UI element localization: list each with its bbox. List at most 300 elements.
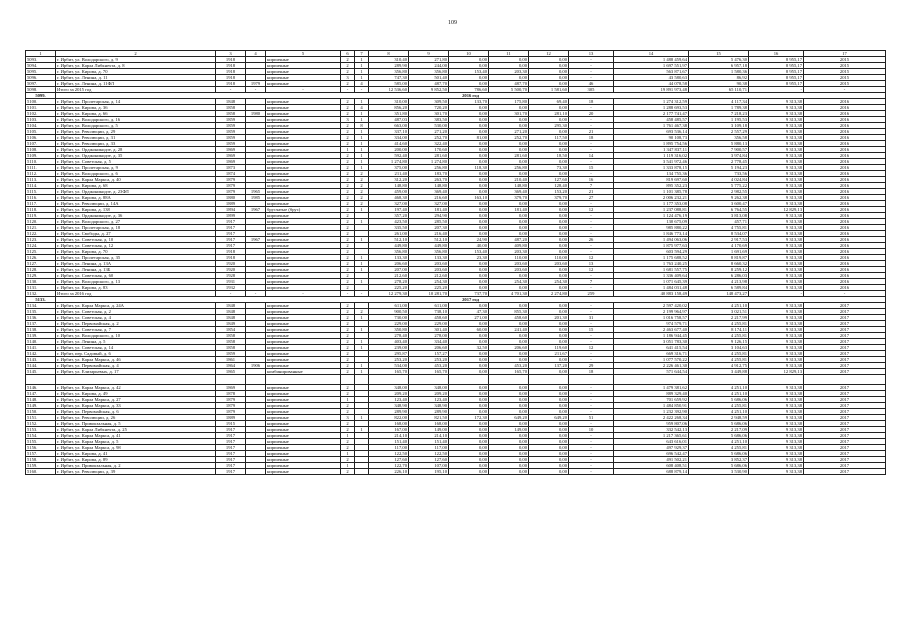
table-cell: 1	[341, 147, 355, 153]
table-cell: 5144.	[26, 363, 56, 369]
table-cell: 5146.	[26, 385, 56, 391]
table-cell: г. Ирбит, ул. Ленина, д. 11ФЛ	[56, 81, 216, 87]
table-cell: 1	[355, 315, 369, 321]
table-cell: 0,00	[529, 159, 569, 165]
table-cell	[569, 375, 614, 385]
table-cell: 281,60	[489, 153, 529, 159]
table-cell: 0,00	[489, 385, 529, 391]
table-cell: 3	[341, 415, 355, 421]
table-cell: 0,00	[449, 409, 489, 415]
table-cell: 0,00	[449, 111, 489, 117]
table-cell: 2	[341, 159, 355, 165]
table-cell: кирпичные	[266, 363, 341, 369]
table-cell: 458,60	[489, 315, 529, 321]
table-cell: 1859	[216, 123, 246, 129]
table-cell: 9 313,38	[749, 309, 804, 315]
table-cell: 20	[569, 111, 614, 117]
table-cell: 1879	[216, 183, 246, 189]
table-cell: 12 536,60	[369, 87, 409, 93]
table-cell: 1878	[216, 391, 246, 397]
table-cell: 212,60	[369, 273, 409, 279]
table-cell: 1932	[216, 285, 246, 291]
table-cell: 0,00	[489, 201, 529, 207]
table-cell: 9 313,38	[749, 243, 804, 249]
table-cell: 271,20	[409, 129, 449, 135]
table-cell: 5 686,06	[689, 433, 749, 439]
year-section-title: 2016 год	[56, 93, 886, 99]
table-cell: 1	[355, 117, 369, 123]
table-cell: кирпичные	[266, 231, 341, 237]
table-cell: 9 313,38	[749, 403, 804, 409]
table-cell: г. Ирбит, ул. Карла Маркса, д. 27	[56, 397, 216, 403]
table-cell: -	[569, 463, 614, 469]
table-cell: 2 422 268,34	[614, 415, 689, 421]
table-cell: 688 879,14	[614, 469, 689, 475]
table-cell: 5134.	[26, 303, 56, 309]
table-cell: 2017	[804, 445, 886, 451]
table-cell	[355, 375, 369, 385]
table-cell: 1879	[216, 403, 246, 409]
table-cell: 2017	[804, 303, 886, 309]
table-cell: 1854	[216, 327, 246, 333]
table-cell: г. Ирбит, ул. Карла Маркса, д. 24А	[56, 303, 216, 309]
table-cell: 9 313,38	[749, 333, 804, 339]
table-cell: 5093.	[26, 57, 56, 63]
table-cell: кирпичные	[266, 153, 341, 159]
table-cell: 1 195,53	[689, 117, 749, 123]
table-cell: -	[569, 249, 614, 255]
table-cell: 0,00	[489, 339, 529, 345]
table-cell: 5 686,06	[689, 421, 749, 427]
table-cell: г. Ирбит, ул. Елизарьевых, д. 17	[56, 369, 216, 375]
table-cell: 1 124 476,19	[614, 213, 689, 219]
table-cell: 4 251,10	[689, 439, 749, 445]
table-cell: -	[355, 87, 369, 93]
table-cell: г. Ирбит, ул. Свободы, д. 27	[56, 231, 216, 237]
table-cell: 5 686,06	[689, 451, 749, 457]
table-cell: 0,00	[529, 273, 569, 279]
table-cell: 12	[569, 255, 614, 261]
table-cell: 7	[569, 183, 614, 189]
table-cell: 3 109,18	[689, 123, 749, 129]
table-cell: Итого за 2015 год	[56, 87, 216, 93]
table-cell: 8	[355, 123, 369, 129]
table-cell: 2	[341, 363, 355, 369]
table-cell: кирпичные	[266, 333, 341, 339]
table-cell: г. Ирбит, ул. Революции, д. 26	[56, 415, 216, 421]
table-cell: 1	[355, 279, 369, 285]
table-cell: 3 449,88	[689, 369, 749, 375]
table-cell: 348,90	[369, 403, 409, 409]
table-cell: 0,00	[529, 75, 569, 81]
table-cell: г. Ирбит, ул. Кирова, д. 66	[56, 111, 216, 117]
table-cell: 5143.	[26, 357, 56, 363]
table-cell: 23,30	[449, 255, 489, 261]
table-cell: 151,40	[369, 439, 409, 445]
table-cell: -	[569, 141, 614, 147]
table-cell: 5127.	[26, 261, 56, 267]
table-cell: 229,00	[409, 321, 449, 327]
table-cell: 2 982,55	[689, 189, 749, 195]
table-cell: 2017	[804, 403, 886, 409]
table-cell: 0,00	[529, 231, 569, 237]
table-cell: 9 313,38	[749, 255, 804, 261]
table-cell: 0,00	[449, 183, 489, 189]
table-cell: 4 251,10	[689, 391, 749, 397]
table-cell: 369,40	[409, 189, 449, 195]
table-cell: 122,50	[369, 451, 409, 457]
table-cell: 310,40	[369, 57, 409, 63]
table-cell: 0,00	[489, 213, 529, 219]
table-cell: 786,60	[449, 87, 489, 93]
table-cell: 9 313,38	[749, 165, 804, 171]
table-cell: 0,00	[529, 219, 569, 225]
table-cell: 2017	[804, 309, 886, 315]
table-cell: 9 313,38	[749, 183, 804, 189]
table-cell: 337,10	[369, 129, 409, 135]
table-cell: 212,60	[409, 273, 449, 279]
table-cell: 9 313,38	[749, 285, 804, 291]
table-cell: 8 955,17	[749, 63, 804, 69]
table-cell: кирпичные	[266, 99, 341, 105]
table-cell: 5102.	[26, 111, 56, 117]
table-cell: 0,00	[529, 457, 569, 463]
table-cell: 1	[355, 369, 369, 375]
table-cell: 1865	[216, 369, 246, 375]
table-cell: кирпичные	[266, 75, 341, 81]
table-cell: 0,00	[449, 123, 489, 129]
table-cell: 2	[355, 195, 369, 201]
table-cell: 5139.	[26, 333, 56, 339]
table-cell: 4 024,84	[689, 177, 749, 183]
table-cell: 2	[355, 177, 369, 183]
table-cell: 214,10	[369, 433, 409, 439]
table-cell: 9 313,38	[749, 439, 804, 445]
table-cell: г. Ирбит, ул. Ленина, д. 11	[56, 75, 216, 81]
table-cell: 4 170,69	[689, 243, 749, 249]
table-cell: 1	[355, 327, 369, 333]
table-cell: 900,50	[369, 309, 409, 315]
table-cell: кирпичные	[266, 117, 341, 123]
table-cell: 2016	[804, 285, 886, 291]
table-cell: 2	[341, 469, 355, 475]
table-cell: 0,00	[489, 159, 529, 165]
table-cell: г. Ирбит, ул. Советская, д. 7	[56, 327, 216, 333]
table-cell: 2	[341, 357, 355, 363]
table-cell: 0,00	[449, 189, 489, 195]
table-cell: 9 313,38	[749, 117, 804, 123]
table-cell: 643 616,01	[614, 439, 689, 445]
table-cell: 0,00	[529, 433, 569, 439]
table-cell: 1848	[216, 309, 246, 315]
table-cell: 1848	[216, 99, 246, 105]
table-cell: 1849	[216, 321, 246, 327]
table-cell: -	[355, 291, 369, 297]
table-cell: 133,30	[369, 255, 409, 261]
table-cell: 733,56	[689, 171, 749, 177]
table-cell: 16	[569, 177, 614, 183]
table-cell: г. Ирбит, ул. Революции, д. 31	[56, 135, 216, 141]
table-cell: кирпичные	[266, 357, 341, 363]
table-cell: 134 755,36	[614, 171, 689, 177]
table-cell: 0,00	[449, 261, 489, 267]
table-cell: 0,00	[449, 225, 489, 231]
table-cell: г. Ирбит, ул. Первомайская, д. 2	[56, 321, 216, 327]
table-cell: 1920	[216, 261, 246, 267]
table-cell: 409,80	[489, 243, 529, 249]
table-cell: 1 488 459,64	[614, 57, 689, 63]
table-cell: 2 463 677,40	[614, 327, 689, 333]
table-cell: 383,50	[409, 117, 449, 123]
table-cell: 1920	[216, 267, 246, 273]
table-cell: 0,00	[449, 171, 489, 177]
table-cell: 2	[341, 243, 355, 249]
table-cell: кирпичные	[266, 177, 341, 183]
table-cell: -	[216, 87, 246, 93]
table-cell: -	[569, 391, 614, 397]
table-cell: 252,70	[409, 135, 449, 141]
table-cell: 1874	[216, 171, 246, 177]
table-cell: 530,00	[409, 123, 449, 129]
table-cell: 1	[355, 69, 369, 75]
table-cell: 2	[341, 439, 355, 445]
table-cell: 4 251,10	[689, 409, 749, 415]
table-cell: 0,00	[449, 285, 489, 291]
table-cell: 350,80	[369, 327, 409, 333]
table-cell: 170,60	[409, 147, 449, 153]
table-cell: 2017	[804, 385, 886, 391]
table-cell: 310,00	[369, 99, 409, 105]
table-cell: 2017	[804, 421, 886, 427]
table-cell: 0,00	[529, 321, 569, 327]
table-cell: 0,00	[489, 285, 529, 291]
table-cell: 512,10	[369, 237, 409, 243]
table-cell: 501,40	[409, 75, 449, 81]
table-cell: 1 119 316,02	[614, 153, 689, 159]
table-cell: кирпичные	[266, 201, 341, 207]
table-cell: 1 347 837,11	[614, 147, 689, 153]
table-cell: 8 660,32	[689, 261, 749, 267]
table-cell: 1917	[216, 445, 246, 451]
table-cell: г. Ирбит, ул. Революции, д. 14А	[56, 201, 216, 207]
table-cell: 5125.	[26, 249, 56, 255]
table-cell: 8 174,11	[689, 327, 749, 333]
table-cell: -	[569, 469, 614, 475]
table-cell: кирпичные	[266, 165, 341, 171]
table-cell: 151,40	[409, 439, 449, 445]
table-cell: 5140.	[26, 339, 56, 345]
table-cell: 2017	[804, 427, 886, 433]
table-cell: 214,10	[409, 433, 449, 439]
table-cell: 9 313,38	[749, 123, 804, 129]
table-cell: 1	[355, 427, 369, 433]
table-cell: 334,40	[409, 339, 449, 345]
table-cell: 0,00	[529, 469, 569, 475]
table-cell: 0,00	[489, 171, 529, 177]
table-cell: 0,00	[529, 427, 569, 433]
table-cell: -	[569, 105, 614, 111]
table-cell: 2	[341, 267, 355, 273]
table-cell: 0,00	[449, 117, 489, 123]
table-cell: 9 313,38	[749, 427, 804, 433]
table-cell: 0,00	[449, 397, 489, 403]
table-cell: 5152.	[26, 421, 56, 427]
table-cell: 2016	[804, 171, 886, 177]
table-cell: 15	[569, 165, 614, 171]
table-cell: 210,40	[489, 177, 529, 183]
table-cell: 225,20	[409, 285, 449, 291]
table-cell: 2	[355, 201, 369, 207]
table-cell: 2 597 420,02	[614, 303, 689, 309]
table-cell: 0,00	[529, 369, 569, 375]
table-cell: 5 686,06	[689, 397, 749, 403]
table-cell: 0,00	[529, 267, 569, 273]
table-cell: 1	[355, 237, 369, 243]
table-cell: кирпичные	[266, 397, 341, 403]
table-cell: 414,60	[369, 141, 409, 147]
table-cell: 216,60	[409, 195, 449, 201]
table-cell: кирпичные	[266, 81, 341, 87]
table-cell: 669 316,71	[614, 351, 689, 357]
table-cell: 1979	[246, 81, 266, 87]
table-cell: 1	[341, 433, 355, 439]
table-cell: 8 955,17	[749, 57, 804, 63]
table-cell: 9 313,38	[749, 267, 804, 273]
table-cell: г. Ирбит, ул. Карла Либкнехта, д. 25	[56, 427, 216, 433]
table-cell: 2	[341, 123, 355, 129]
table-cell: 7	[569, 279, 614, 285]
table-cell: 9 313,38	[749, 397, 804, 403]
table-cell: 2	[355, 189, 369, 195]
table-cell: 2 948,59	[689, 415, 749, 421]
table-cell: -	[569, 309, 614, 315]
table-cell	[355, 469, 369, 475]
table-cell	[489, 375, 529, 385]
table-cell: 0,00	[449, 105, 489, 111]
table-cell: 285,50	[409, 219, 449, 225]
table-cell: 889 329,40	[614, 391, 689, 397]
table-cell: 5149.	[26, 403, 56, 409]
table-cell: 1858	[216, 339, 246, 345]
table-cell: 2	[341, 409, 355, 415]
table-cell: 1	[355, 99, 369, 105]
table-cell: г. Ирбит, ул. Кирова, д. 88А	[56, 195, 216, 201]
table-cell: 0,00	[529, 117, 569, 123]
table-cell: 0,00	[489, 357, 529, 363]
table-cell: 1965	[246, 189, 266, 195]
table-cell: 5136.	[26, 315, 56, 321]
table-cell	[266, 375, 341, 385]
table-cell: 1899	[216, 213, 246, 219]
table-cell: 0,00	[489, 397, 529, 403]
table-cell: г. Ирбит, ул. Кирова, д. 83	[56, 285, 216, 291]
table-cell: 9 313,38	[749, 237, 804, 243]
table-cell: 1848	[216, 315, 246, 321]
table-cell: 181,40	[409, 207, 449, 213]
table-cell: 24,90	[449, 237, 489, 243]
table-cell: 206,60	[369, 261, 409, 267]
table-cell: г. Ирбит, ул. Первомайская, д. 6	[56, 409, 216, 415]
table-cell: 1	[341, 397, 355, 403]
table-cell: 2016	[804, 165, 886, 171]
table-cell: 1	[341, 451, 355, 457]
table-cell: 2	[355, 171, 369, 177]
table-cell: -	[569, 397, 614, 403]
table-cell: 148 473,27	[689, 291, 749, 297]
table-cell: г. Ирбит, ул. Привокзальная, д. 2	[56, 463, 216, 469]
table-cell: 1 479 381,62	[614, 385, 689, 391]
table-cell: кирпичные	[266, 303, 341, 309]
table-cell: 1917	[216, 451, 246, 457]
table-cell: 110,00	[529, 255, 569, 261]
table-cell: 1879	[216, 409, 246, 415]
table-cell: 6 764,55	[689, 207, 749, 213]
table-cell: 2	[341, 225, 355, 231]
table-cell: 6 957,18	[689, 63, 749, 69]
table-cell: 203,60	[409, 261, 449, 267]
table-cell: 1858	[216, 111, 246, 117]
table-cell: -	[569, 213, 614, 219]
table-cell: 0,00	[449, 457, 489, 463]
table-cell: 5107.	[26, 141, 56, 147]
table-cell: 2	[341, 309, 355, 315]
table-cell: 2017	[804, 409, 886, 415]
table-cell: 2	[341, 201, 355, 207]
table-cell: 356,80	[409, 249, 449, 255]
table-cell: 203,30	[489, 69, 529, 75]
table-cell: 2017	[804, 451, 886, 457]
table-cell: 0,00	[449, 369, 489, 375]
table-cell: кирпичные	[266, 433, 341, 439]
table-cell: кирпичные	[266, 183, 341, 189]
table-cell: г. Ирбит, ул. Володарского, д. 6	[56, 171, 216, 177]
table-cell: 1915	[216, 421, 246, 427]
table-cell: 1879	[216, 397, 246, 403]
table-cell: г. Ирбит, ул. Первомайская, д. 4	[56, 363, 216, 369]
table-cell: 9 313,38	[749, 225, 804, 231]
table-cell: г. Ирбит, ул. Орджоникидзе, д. 36	[56, 213, 216, 219]
table-cell: 2016	[804, 207, 886, 213]
table-cell: 157,27	[409, 351, 449, 357]
table-cell: 2	[341, 207, 355, 213]
table-cell: кирпичные	[266, 57, 341, 63]
table-cell: 9 313,38	[749, 189, 804, 195]
table-cell: кирпичные	[266, 345, 341, 351]
table-cell: кирпичные	[266, 403, 341, 409]
table-cell: 209,20	[369, 391, 409, 397]
table-cell: г. Ирбит, ул. Советская, д. 14	[56, 345, 216, 351]
table-cell: 0,00	[449, 207, 489, 213]
table-cell: 497 929,37	[614, 445, 689, 451]
table-cell: г. Ирбит, ул. Революции, д. 39	[56, 469, 216, 475]
table-cell: 211,40	[369, 171, 409, 177]
table-cell: 9 313,38	[749, 421, 804, 427]
table-cell: кирпичные	[266, 267, 341, 273]
table-cell: 2017	[804, 351, 886, 357]
table-body	[26, 51, 886, 475]
table-cell: 312,20	[369, 177, 409, 183]
table-cell: 1880	[216, 195, 246, 201]
table-cell: 0,00	[489, 445, 529, 451]
table-cell: 5135.	[26, 309, 56, 315]
table-cell: 0,00	[489, 147, 529, 153]
table-cell: 203,60	[529, 261, 569, 267]
table-cell: 127,60	[369, 457, 409, 463]
table-cell: 5132.	[26, 291, 56, 297]
table-cell: 1980	[246, 111, 266, 117]
table-cell: Итого за 2016 год	[56, 291, 216, 297]
table-cell: 195,10	[409, 469, 449, 475]
